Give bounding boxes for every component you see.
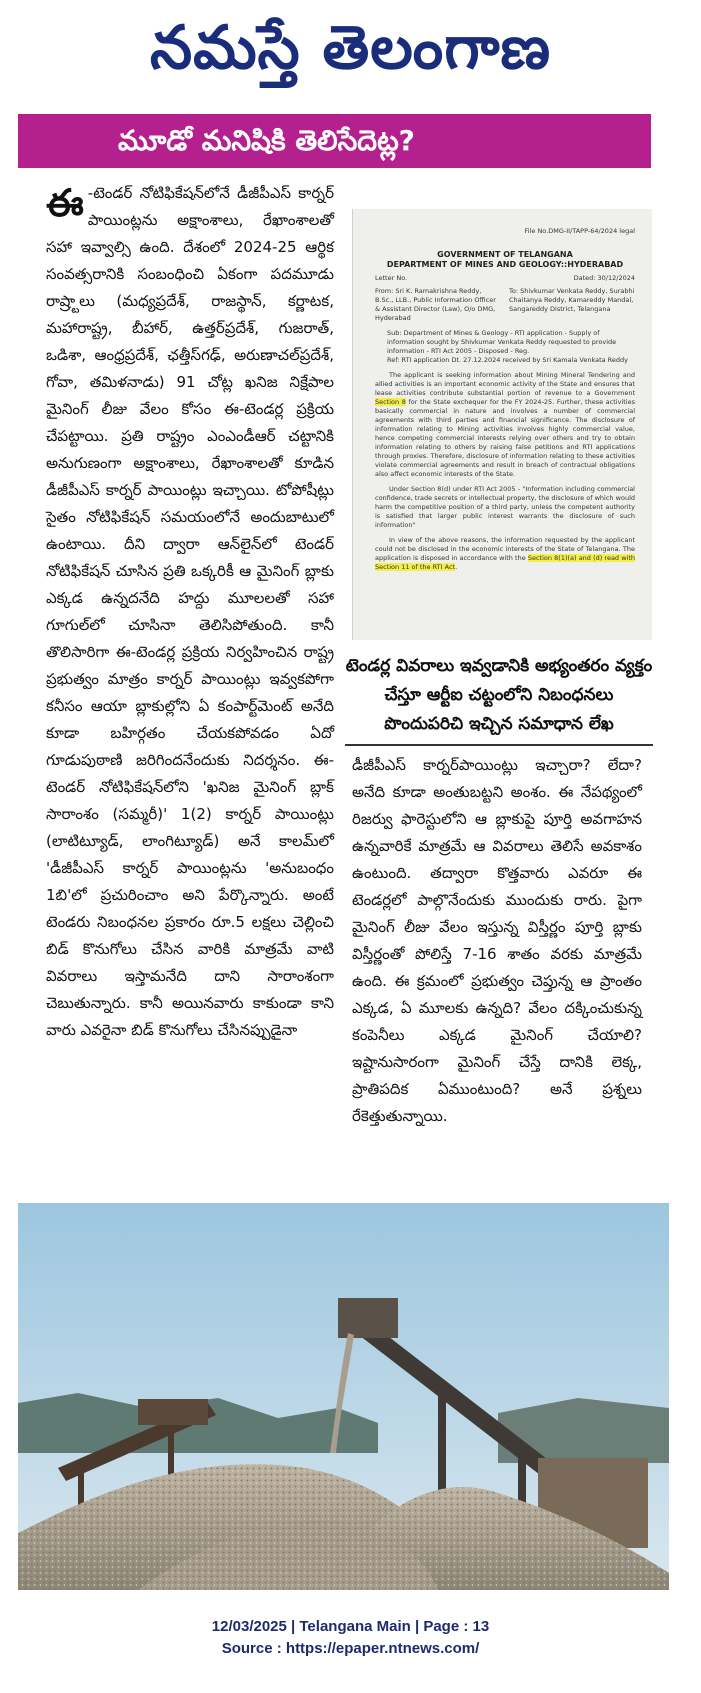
doc-gov-title: GOVERNMENT OF TELANGANA: [437, 250, 573, 259]
doc-to: To: Shivkumar Venkata Reddy, Surabhi Chaitanya Reddy, Kamareddy Mandal, Sangareddy District, Telangana: [509, 287, 635, 313]
doc-ref: Ref: RTI application Dt. 27.12.2024 received by Sri Kamala Venkata Reddy: [387, 356, 628, 364]
headline: మూడో మనిషికి తెలిసేదెట్ల?: [118, 124, 415, 157]
article-right-column: [352, 752, 642, 1125]
doc-para1-b: for the State exchequer for the FY 2024-25. Further, these activities basically commercial in nature and involves a number of commercial agreements with third parties and financial significance. The disclosure of information relating to Mining activities involves highly commercial value, hence competing commercial interests relying over others and try to obtain information relating to others by raising false petitions and RTI applications through proxies. Therefore, disclosure of information relating to these activities violate commercial agreements and result in breach of contractual obligations also affect economic interests of the State.: [375, 398, 635, 478]
doc-para1-highlight: Section 8: [375, 398, 406, 406]
rti-document-image: [352, 209, 652, 640]
headline-band: [18, 114, 651, 168]
photo-illustration: [18, 1203, 669, 1590]
doc-paragraph-3: [375, 536, 635, 572]
masthead-logo: నమస్తే తెలంగాణ: [149, 13, 552, 83]
footer-edition-info: 12/03/2025 | Telangana Main | Page : 13: [211, 1618, 490, 1635]
mining-crusher-photo: [18, 1203, 669, 1590]
doc-para3-highlight: Section 8(1)(a) and (d) read with Section 11 of the RTI Act: [375, 554, 635, 571]
doc-para1-a: The applicant is seeking information about Mining Mineral Tendering and allied activities is an important economic activity of the State and ensures that lease activities contribute substantial portion of revenue to a Government: [375, 371, 635, 397]
photo-caption: టెండర్ల వివరాలు ఇవ్వడానికి అభ్యంతరం వ్యక్తం చేస్తూ ఆర్టీఐ చట్టంలోని నిబంధనలు పొందుపరిచి ఇచ్చిన సమాధాన లేఖ: [345, 656, 653, 734]
doc-letter-no: Letter No.: [375, 274, 408, 282]
footer-source-link[interactable]: Source : https://epaper.ntnews.com/: [221, 1640, 480, 1657]
doc-paragraph-1: [375, 371, 635, 479]
article-left-column: [46, 180, 334, 1080]
caption-divider: [345, 744, 653, 746]
doc-paragraph-2: Under Section 8(d) under RTI Act 2005 - "Information including commercial confidence, trade secrets or intellectual property, the disclosure of which would harm the competitive position of a third party, unless the competent authority is satisfied that larger public interest warrants the disclosure of such information": [375, 485, 635, 529]
doc-para3-b: .: [455, 563, 458, 571]
doc-from: From: Sri K. Ramakrishna Reddy, B.Sc., LLB., Public Information Officer & Assistant Director (Law), O/o DMG, Hyderabad: [375, 287, 496, 322]
doc-dept-title: DEPARTMENT OF MINES AND GEOLOGY::HYDERABAD: [386, 260, 624, 269]
dropcap: ఈ: [46, 181, 84, 225]
doc-subject: Sub: Department of Mines & Geology - RTI application - Supply of information sought by Shivkumar Venkata Reddy requested to provide information - RTI Act 2005 - Disposed - Reg.: [387, 329, 617, 355]
doc-file-no: File No.DMG-II/TAPP-64/2024 legal: [524, 227, 635, 235]
doc-para3-a: In view of the above reasons, the information requested by the applicant could not be disclosed in the economic interests of the State of Telangana. The application is disposed in accordance with the: [375, 536, 635, 562]
article-right-text: డీజీపీఎస్ కార్నర్‌పాయింట్లు ఇచ్చారా? లేదా? అనేది కూడా అంతుబట్టని అంశం. ఈ నేపథ్యంలో రిజర్వు ఫారెస్టులోని ఆ బ్లాకుపై పూర్తి అవగాహన ఉన్నవారికే మాత్రమే ఆ వివరాలు తెలిసే అవకాశం ఉంటుంది. తద్వారా కొత్తవారు ఎవరూ ఈ టెండర్లలో పాల్గొనేందుకు ముందుకు రారు. పైగా మైనింగ్ లీజు వేలం ఇస్తున్న విస్తీర్ణం పూర్తి బ్లాకు విస్తీర్ణంతో పోలిస్తే 7-16 శాతం వరకు మాత్రమే ఉంది. ఈ క్రమంలో ప్రభుత్వం చెప్తున్న ఆ ప్రాంతం ఎక్కడ, ఏ మూలకు ఉన్నది? వేలం దక్కించుకున్న కంపెనీలు ఎక్కడ మైనింగ్ చేయాలి? ఇష్టానుసారంగా మైనింగ్ చేస్తే దానికి లెక్క, ప్రాతిపదిక ఏముంటుంది? అనే ప్రశ్నలు రేకెత్తుతున్నాయి.: [352, 756, 642, 1125]
doc-date: Dated: 30/12/2024: [573, 274, 635, 282]
article-left-text: -టెండర్ నోటిఫికేషన్‌లోనే డీజీపీఎస్ కార్నర్ పాయింట్లను అక్షాంశాలు, రేఖాంశాలతో సహా ఇవ్వాల్సి ఉంది. దేశంలో 2024-25 ఆర్థిక సంవత్సరానికి సంబంధించి ఏకంగా పదమూడు రాష్ర్టాలు (మధ్యప్రదేశ్, రాజస్థాన్, కర్ణాటక, మహారాష్ట్ర, బీహార్, ఉత్తర్‌ప్రదేశ్, గుజరాత్, ఒడిశా, ఆంధ్రప్రదేశ్, ఛత్తీస్‌గఢ్, అరుణాచల్‌ప్రదేశ్, గోవా, తమిళనాడు) 91 చోట్ల ఖనిజ నిక్షేపాల మైనింగ్ లీజు వేలం కోసం ఈ-టెండర్ల ప్రక్రియ చేపట్టాయి. ప్రతి రాష్ట్రం ఎంఎండీఆర్ చట్టానికి అనుగుణంగా అక్షాంశాలు, రేఖాంశాలతో కూడిన డీజీపీఎస్ కార్నర్ పాయింట్లు ఇచ్చాయి. టోపోషీట్లు సైతం నోటిఫికేషన్ సమయంలోనే అందుబాటులో ఉంటాయి. దీని ద్వారా ఆన్‌లైన్‌లో టెండర్ నోటిఫికేషన్ చూసిన ప్రతి ఒక్కరికీ ఆ మైనింగ్ బ్లాకు ఎక్కడ ఉన్నదనేది హద్దు మూలలతో సహా గూగుల్‌లో చూసినా తెలిసిపోతుంది. కానీ తొలిసారిగా ఈ-టెండర్ల ప్రక్రియ నిర్వహించిన రాష్ట్ర ప్రభుత్వం మాత్రం కార్నర్ పాయింట్లు ఇవ్వకపోగా కనీసం ఆయా బ్లాకుల్లోని ఏ కంపార్ట్‌మెంట్ అనేది కూడా బహిర్గతం చేయకపోవడం ఏదో గూడుపుఠాణి జరిగిందనేందుకు నిదర్శనం. ఈ-టెండర్ నోటిఫికేషన్‌లోని 'ఖనిజ మైనింగ్ బ్లాక్ సారాంశం (సమ్మరీ)' 1(2) కార్నర్ పాయింట్లు (లాటిట్యూడ్, లాంగిట్యూడ్) అనే కాలమ్‌లో 'డీజీపీఎస్ కార్నర్ పాయింట్లను 'అనుబంధం 1బి'లో ప్రచురించాం అని పేర్కొన్నారు. అంటే టెండరు నిబంధనల ప్రకారం రూ.5 లక్షలు చెల్లించి బిడ్ కొనుగోలు చేసిన వారికి మాత్రమే వాటి వివరాలు ఇస్తామనేది దాని సారాంశంగా చెబుతున్నారు. కానీ అయినవారు కాకుండా కాని వారు ఎవరైనా బిడ్ కొనుగోలు చేసినప్పుడైనా: [46, 184, 334, 1039]
